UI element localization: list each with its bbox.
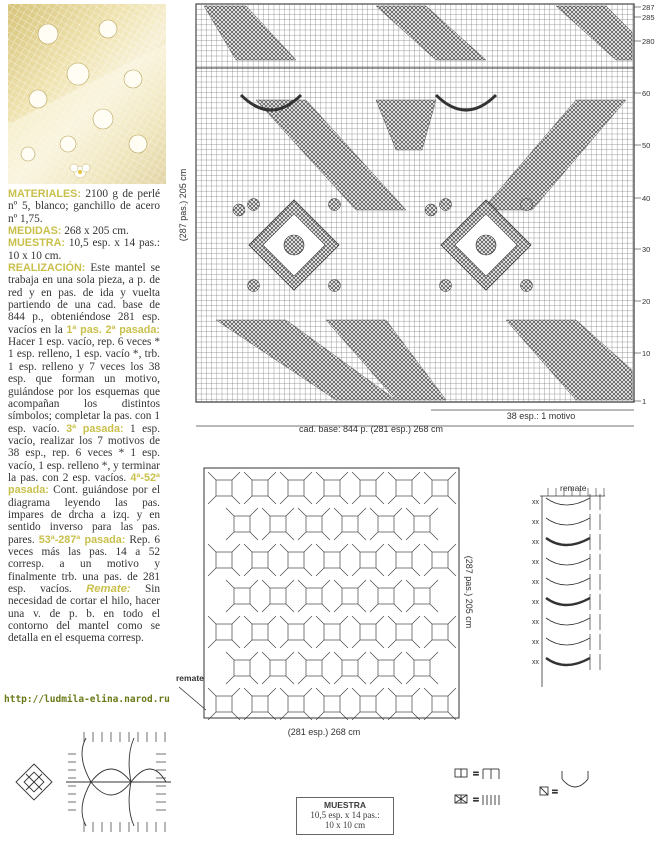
layout-motif [298, 652, 330, 684]
layout-motif [316, 616, 348, 648]
flower-motif-1 [233, 199, 341, 292]
sample-box-line1: 10,5 esp. x 14 pas.: [310, 810, 380, 820]
layout-motif [226, 652, 258, 684]
layout-motif [334, 508, 366, 540]
diamond-motif-symbol [16, 764, 52, 800]
legend-eq-3: = [552, 787, 558, 798]
layout-motif [208, 472, 240, 504]
legend-eq-1: = [473, 769, 479, 780]
sample-label: MUESTRA: [8, 237, 65, 250]
row-number: 40 [642, 194, 651, 203]
layout-motif [388, 616, 420, 648]
edge-pointer [179, 687, 206, 710]
layout-motif [280, 472, 312, 504]
svg-text:xx: xx [532, 639, 539, 646]
materials-label: MATERIALES: [8, 188, 81, 200]
layout-motif [334, 580, 366, 612]
filet-chart [176, 0, 659, 440]
sample-text: 10,5 esp. x 14 pas.: 10 x 10 cm. [8, 237, 161, 262]
legend-arch-stitch [562, 771, 588, 787]
edge-stitch-diagram [520, 482, 630, 692]
row3-text: 1 esp. vacío, realizar los 7 motivos de 38 esp., rep. 6 veces * 1 esp. vacío, 1 esp. relleno *, y terminar la pas. con 2 esp. vacíos. [8, 422, 161, 484]
row53-text: Rep. 6 veces más las pas. 14 a 52 corresp. a un motivo y finalmente trb. una pas. de 281 esp. vacíos. [8, 533, 160, 595]
svg-text:xx: xx [532, 539, 539, 546]
layout-edge-label: remate [176, 673, 204, 683]
row-number: 10 [642, 349, 651, 358]
layout-motif [208, 688, 240, 720]
svg-text:xx: xx [532, 659, 539, 666]
svg-text:xx: xx [532, 559, 539, 566]
row-number: 285 [642, 13, 655, 22]
svg-text:xx: xx [532, 579, 539, 586]
layout-motif [316, 544, 348, 576]
layout-motif [262, 508, 294, 540]
materials-paragraph [8, 188, 160, 225]
motif-label: 38 esp.: 1 motivo [506, 411, 576, 421]
layout-motif [352, 544, 384, 576]
layout-motif [244, 616, 276, 648]
layout-motif [406, 652, 438, 684]
flower-stitch-symbol [66, 738, 171, 826]
layout-motif [388, 688, 420, 720]
layout-motif [262, 652, 294, 684]
layout-motif [244, 472, 276, 504]
website-url[interactable]: http://ludmila-elina.narod.ru [4, 694, 170, 705]
base-label: cad. base: 844 p. (281 esp.) 268 cm [298, 424, 444, 434]
diagonal-band-5 [506, 320, 632, 400]
row-number: 1 [642, 397, 647, 406]
sample-box-line2: 10 x 10 cm [324, 820, 366, 830]
layout-pattern [204, 468, 459, 720]
row4-text: Cont. guiándose por el diagrama leyendo las pas. impares de drcha a izq. y en sentido inverso para las pas. pares. [8, 484, 160, 546]
legend-eq-2: = [473, 795, 479, 806]
layout-frame [204, 468, 459, 718]
measures-text: 268 x 205 cm. [64, 225, 129, 238]
layout-motif [244, 688, 276, 720]
svg-text:xx: xx [532, 619, 539, 626]
border-band-right [556, 6, 632, 60]
row-number: 60 [642, 89, 651, 98]
instructions-text [8, 188, 160, 645]
sample-box-title: MUESTRA [323, 800, 367, 810]
row1-text: Hacer 1 esp. vacío, rep. 6 veces * 1 esp. relleno, 1 esp. vacío *, trb. 1 esp. relleno y 7 veces los 38 esp. que forman un motivo, guiándose por los esquemas que acompañan los distintos símbolos; completar la pas. con 1 esp. vacío. [8, 336, 160, 435]
layout-diagram [176, 462, 476, 752]
layout-motif [370, 652, 402, 684]
tablecloth-photo [8, 4, 166, 184]
realization-label: REALIZACIÓN: [8, 262, 86, 275]
layout-motif [298, 508, 330, 540]
filled-areas [204, 6, 632, 400]
layout-side-label: (287 pas.) 205 cm [464, 555, 474, 629]
layout-motif [352, 688, 384, 720]
legend-empty-space-symbol [455, 769, 467, 777]
sample-box [296, 797, 394, 835]
layout-motif [370, 508, 402, 540]
layout-motif [316, 472, 348, 504]
legend-empty-stitch [483, 769, 499, 779]
svg-text:xx: xx [532, 599, 539, 606]
row53-label: 53ª-287ª pasada: [38, 533, 126, 546]
legend-filled-space-symbol [455, 795, 467, 803]
edge-text: Sin necesidad de cortar el hilo, hacer una v. de p. b. en todo el contorno del mantel como se detalla en el esquema corresp. [8, 583, 161, 645]
row-number: 287 [642, 3, 655, 12]
layout-motif [316, 688, 348, 720]
chart-motifs [204, 6, 632, 400]
row3-label: 3ª pasada: [66, 422, 124, 435]
row-number: 20 [642, 297, 651, 306]
layout-motif [244, 544, 276, 576]
layout-motif [280, 688, 312, 720]
layout-motif [226, 580, 258, 612]
legend-filled-stitch [483, 795, 499, 805]
legend-arch-symbol [540, 787, 548, 795]
layout-motif [280, 616, 312, 648]
layout-motif [424, 688, 456, 720]
row-number: 30 [642, 245, 651, 254]
edge-stitches [532, 488, 605, 687]
border-band-middle [376, 6, 486, 60]
layout-motif [208, 544, 240, 576]
layout-motif [424, 472, 456, 504]
row-number: 280 [642, 37, 655, 46]
realization-paragraph [8, 262, 160, 645]
layout-motif [388, 544, 420, 576]
diagonal-band-2 [482, 100, 626, 210]
svg-text:xx: xx [532, 519, 539, 526]
svg-text:xx: xx [532, 499, 539, 506]
edge-diagram-label: remate [560, 483, 587, 493]
border-band-left [204, 6, 296, 60]
realization-intro: Este mantel se trabaja en una sola pieza, a p. de red y en pas. de ida y vuelta partiendo de una cad. base de 844 p., obteniéndose 281 esp. vacíos en la [8, 262, 161, 336]
layout-motif [370, 580, 402, 612]
row-numbers [634, 3, 655, 406]
layout-bottom-label: (281 esp.) 268 cm [287, 727, 361, 737]
measures-paragraph [8, 225, 160, 237]
layout-motif [424, 616, 456, 648]
layout-motif [406, 580, 438, 612]
layout-motif [352, 616, 384, 648]
row1-label: 1ª pas. 2ª pasada: [66, 323, 160, 336]
diagonal-band-3 [376, 100, 436, 150]
layout-motif [424, 544, 456, 576]
layout-motif [208, 616, 240, 648]
layout-motif [262, 580, 294, 612]
sample-paragraph [8, 237, 160, 262]
layout-motif [388, 472, 420, 504]
measures-label: MEDIDAS: [8, 225, 62, 238]
layout-motif [280, 544, 312, 576]
materials-text: 2100 g de perlé nº 5, blanco; ganchillo de acero nº 1,75. [8, 188, 160, 225]
layout-motif [352, 472, 384, 504]
row-number: 50 [642, 141, 651, 150]
flower-motif-2 [425, 199, 533, 292]
edge-label: Remate: [86, 583, 131, 595]
layout-motif [334, 652, 366, 684]
row4-label: 4ª-52ª pasada: [8, 471, 160, 497]
flower-stitch-diagram [6, 726, 176, 838]
layout-motif [226, 508, 258, 540]
layout-motif [406, 508, 438, 540]
chart-side-label: (287 pas.) 205 cm [178, 168, 188, 242]
arch-motif-2 [436, 95, 496, 110]
stitch-legend [450, 765, 600, 815]
layout-motif [298, 580, 330, 612]
